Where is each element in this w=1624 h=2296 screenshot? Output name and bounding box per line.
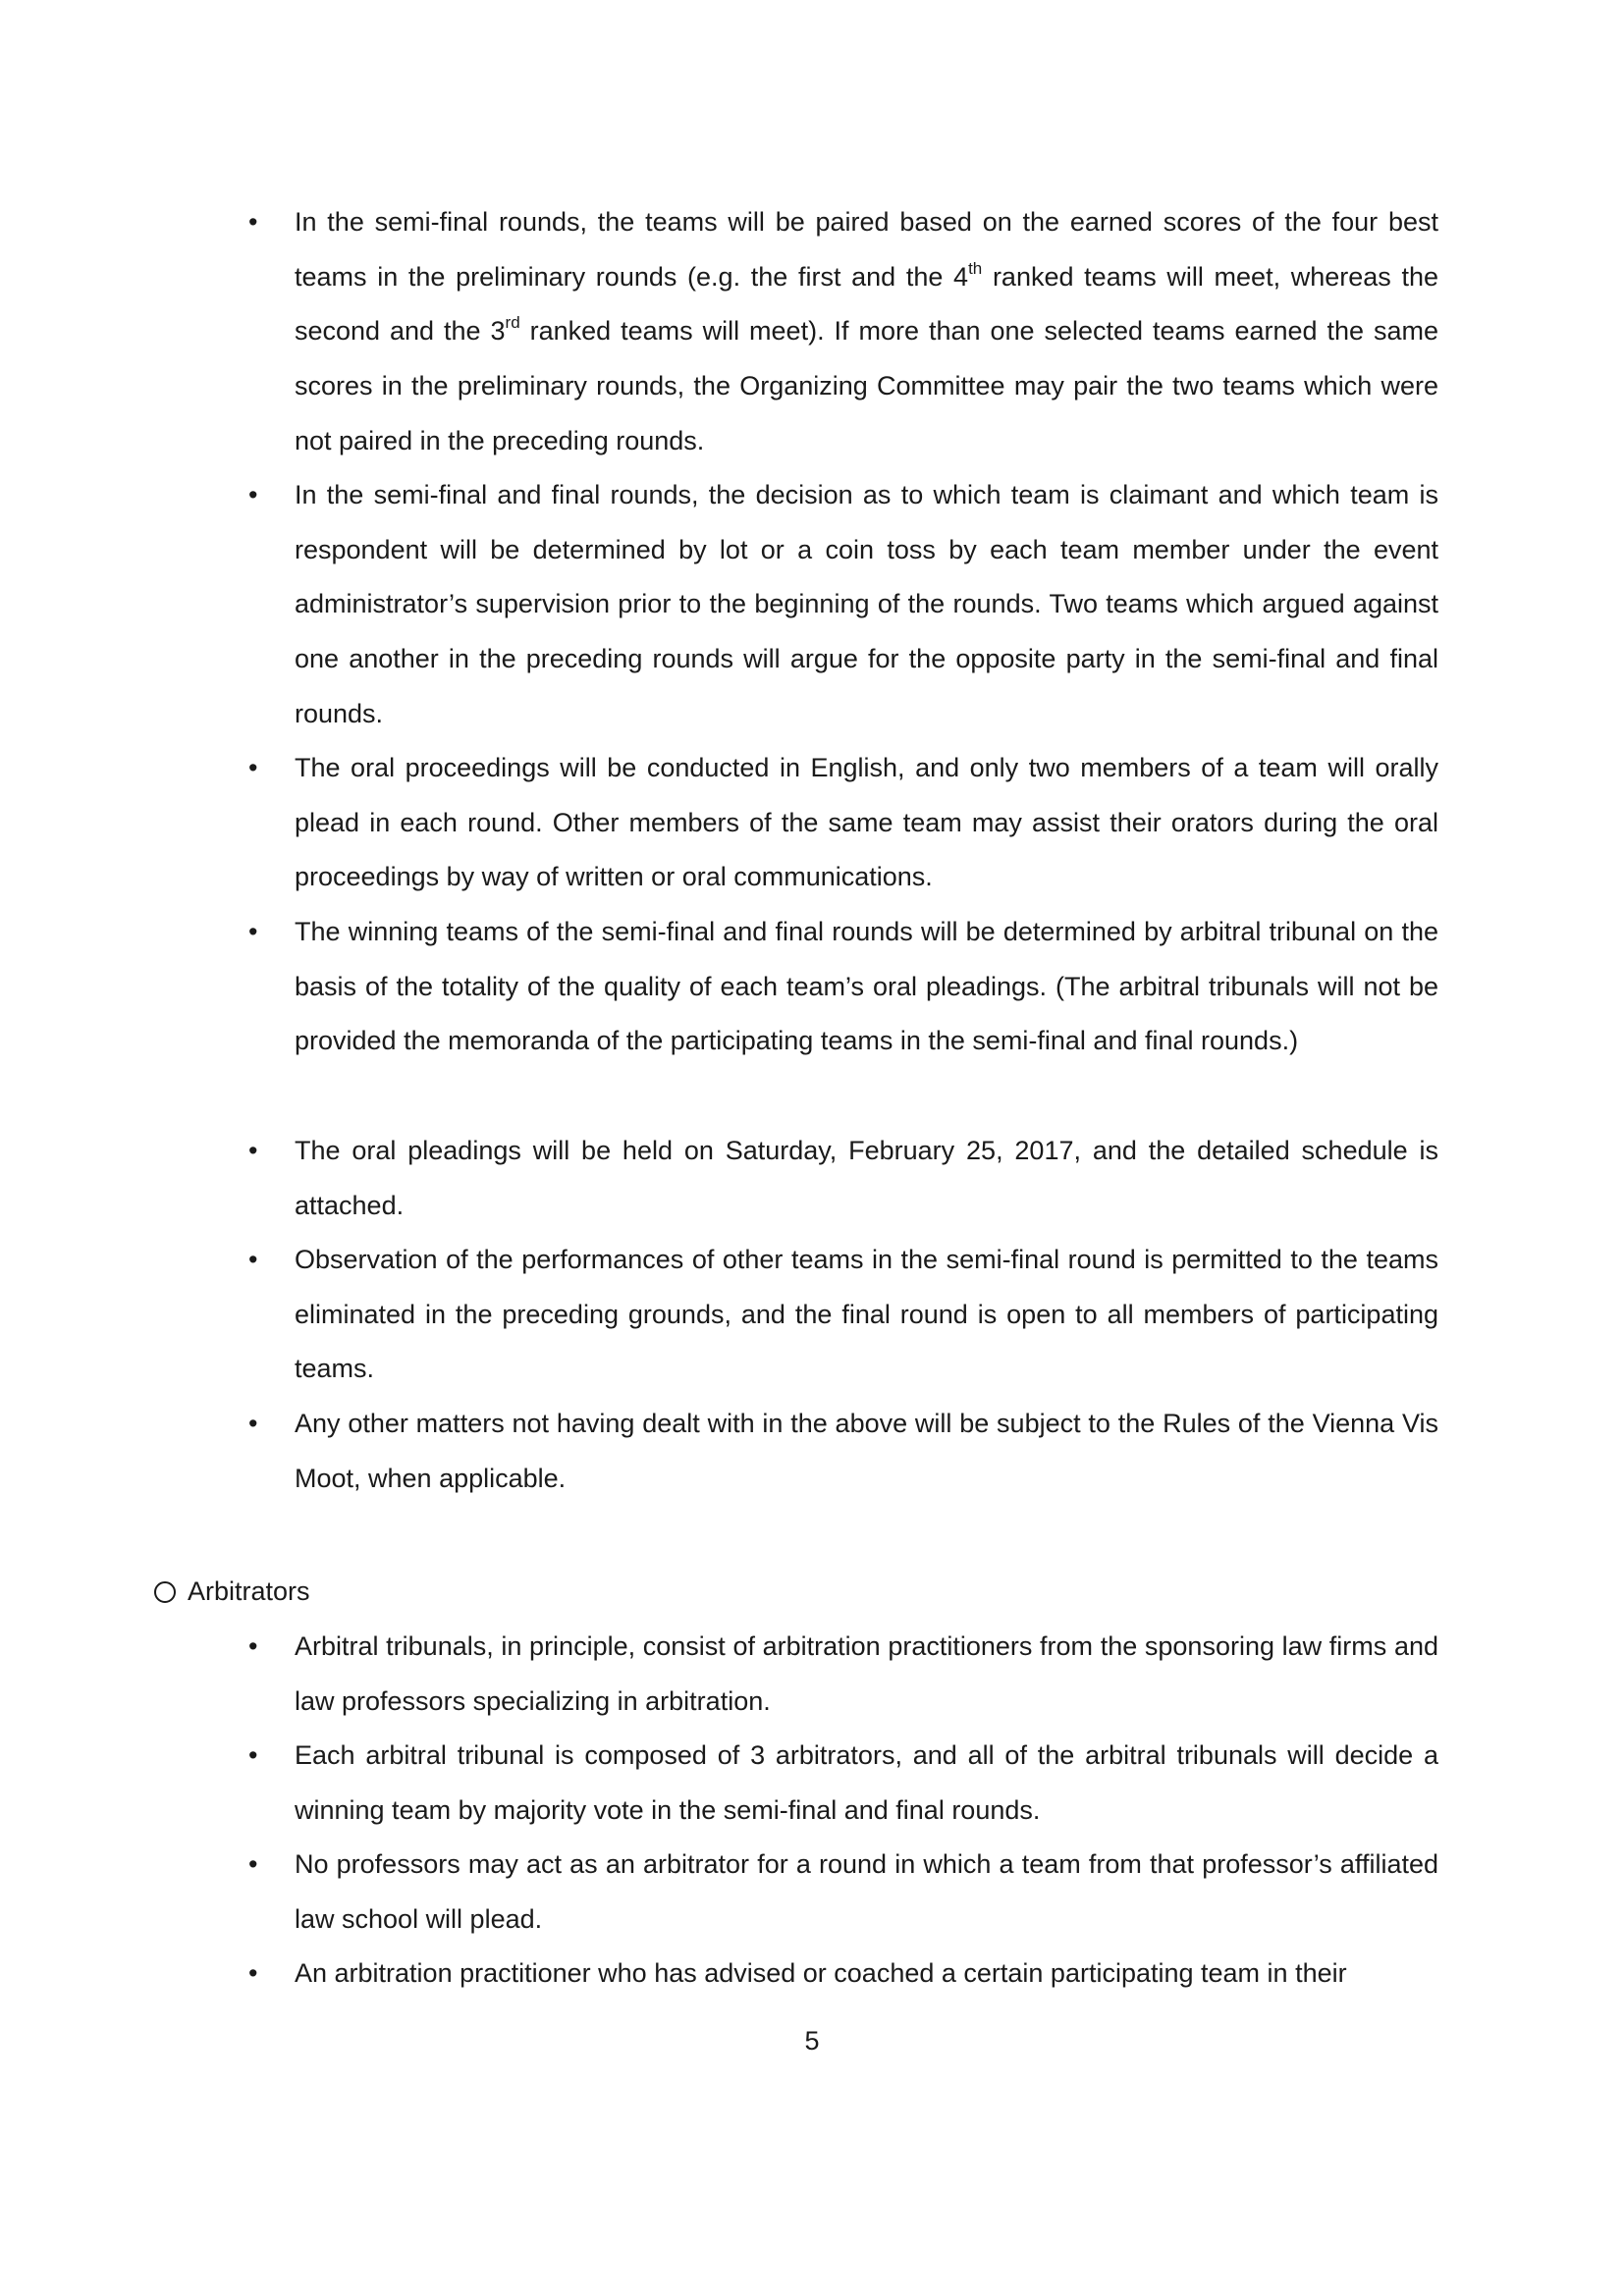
bullet-text: Arbitral tribunals, in principle, consist of arbitration practitioners from the sponsoring law firms and law professors specializing in arbitration. (295, 1631, 1438, 1716)
bullet-icon: • (248, 753, 258, 782)
bullet-text: In the semi-final rounds, the teams will be paired based on the earned scores of the four best teams in the preliminary rounds (e.g. the first and the 4th ranked teams will meet, whereas the second and the 3rd ranked teams will meet). If more than one selected teams earned the same scores in the preliminary rounds, the Organizing Committee may pair the two teams which were not paired in the preceding rounds. (295, 207, 1439, 455)
bullet-icon: • (248, 1136, 258, 1165)
bullet-icon: • (248, 1740, 258, 1770)
bullet-item (248, 1838, 1438, 1947)
section-heading (154, 1565, 310, 1620)
page-number: 5 (804, 2026, 820, 2056)
bullet-icon: • (248, 1245, 258, 1274)
bullet-item (248, 1729, 1438, 1838)
bullet-icon: • (248, 1958, 258, 1988)
section-heading-text: Arbitrators (188, 1576, 310, 1606)
bullet-icon: • (248, 1409, 258, 1438)
bullet-text: An arbitration practitioner who has advised or coached a certain participating team in their (295, 1958, 1347, 1988)
bullet-item (248, 1397, 1438, 1506)
bullet-icon: • (248, 917, 258, 946)
bullet-text: In the semi-final and final rounds, the decision as to which team is claimant and which team is respondent will be determined by lot or a coin toss by each team member under the event administrator’s supervision prior to the beginning of the rounds. Two teams which argued against one another in the preceding rounds will argue for the opposite party in the semi-final and final rounds. (295, 480, 1438, 728)
bullet-item (248, 195, 1439, 469)
bullet-text: No professors may act as an arbitrator for a round in which a team from that professor’s affiliated law school will plead. (295, 1849, 1438, 1934)
bullet-text: Each arbitral tribunal is composed of 3 arbitrators, and all of the arbitral tribunals will decide a winning team by majority vote in the semi-final and final rounds. (295, 1740, 1438, 1825)
bullet-icon: • (248, 1631, 258, 1661)
bullet-item (248, 741, 1438, 905)
bullet-text: The oral pleadings will be held on Saturday, February 25, 2017, and the detailed schedule is attached. (295, 1136, 1438, 1220)
bullet-item (248, 468, 1438, 742)
circle-icon (154, 1581, 176, 1603)
bullet-icon: • (248, 207, 258, 237)
bullet-text: The oral proceedings will be conducted in English, and only two members of a team will orally plead in each round. Other members of the same team may assist their orators during the oral proceedings by way of written or oral communications. (295, 753, 1438, 892)
bullet-item (248, 1233, 1438, 1397)
bullet-text: Observation of the performances of other teams in the semi-final round is permitted to the teams eliminated in the preceding grounds, and the final round is open to all members of participating teams. (295, 1245, 1438, 1384)
bullet-item (248, 1124, 1438, 1233)
bullet-item (248, 1620, 1438, 1729)
bullet-text: Any other matters not having dealt with in the above will be subject to the Rules of the Vienna Vis Moot, when applicable. (295, 1409, 1438, 1493)
bullet-item (248, 1947, 1438, 2002)
bullet-icon: • (248, 1849, 258, 1879)
bullet-text: The winning teams of the semi-final and final rounds will be determined by arbitral tribunal on the basis of the totality of the quality of each team’s oral pleadings. (The arbitral tribunals will not be provided the memoranda of the participating teams in the semi-final and final rounds.) (295, 917, 1438, 1056)
bullet-icon: • (248, 480, 258, 509)
bullet-item (248, 905, 1438, 1069)
